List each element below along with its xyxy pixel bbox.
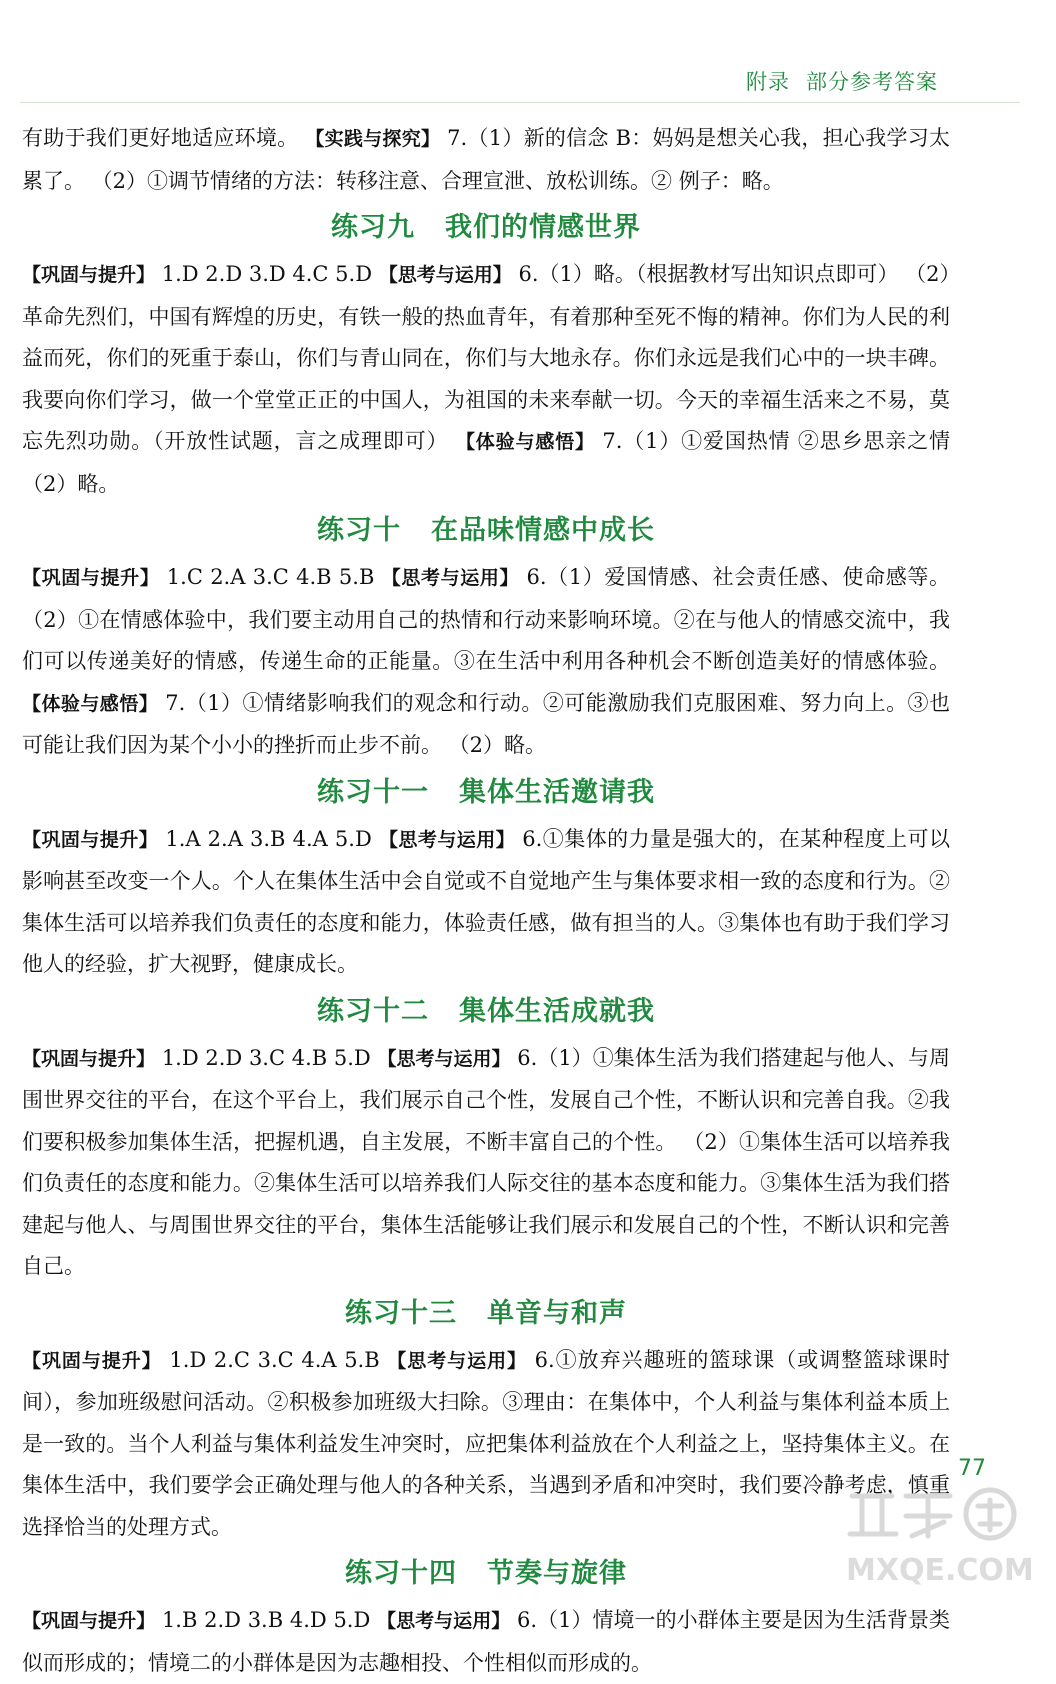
- exercise-title: 练习十 在品味情感中成长: [317, 515, 655, 546]
- exercise-title: 练习十三 单音与和声: [345, 1297, 627, 1329]
- section-tag: 【实践与探究】: [305, 128, 441, 150]
- exercise-answers: 【巩固与提升】 1.D 2.D 3.D 4.C 5.D 【思考与运用】 6.（1）略。（根据教材写出知识点即可） （2）革命先烈们，中国有辉煌的历史，有铁一般的热血青年，有着那种至死不悔的精神。你们为人民的利益而死，你们的死重于泰山，你们与青山同在，你们与大地永存。你们永远是我们心中的一块丰碑。我要向你们学习，做一个堂堂正正的中国人，为祖国的未来奉献一切。今天的幸福生活来之不易，莫忘先烈功勋。（开放性试题，言之成理即可） 【体验与感悟】 7.（1）①爱国热情 ②思乡思亲之情 （2）略。: [22, 262, 950, 496]
- exercise-answers: 【巩固与提升】 1.A 2.A 3.B 4.A 5.D 【思考与运用】 6.①集体的力量是强大的，在某种程度上可以影响甚至改变一个人。个人在集体生活中会自觉或不自觉地产生与集体要求相一致的态度和行为。②集体生活可以培养我们负责任的态度和能力，体验责任感，做有担当的人。③集体也有助于我们学习他人的经验，扩大视野，健康成长。: [22, 826, 950, 976]
- header-section: 附录: [746, 70, 790, 94]
- exercise-title: 练习十一 集体生活邀请我: [317, 776, 655, 808]
- exercise-title: 练习十二 集体生活成就我: [317, 995, 655, 1027]
- section-tag: 【巩固与提升】: [22, 828, 159, 851]
- exercise-answers: 【巩固与提升】 1.D 2.C 3.C 4.A 5.B 【思考与运用】 6.①放弃兴趣班的篮球课（或调整篮球课时间），参加班级慰问活动。②积极参加班级大扫除。③理由：在集体中，个人利益与集体利益本质上是一致的。当个人利益与集体利益发生冲突时，应把集体利益放在个人利益之上，坚持集体主义。在集体生活中，我们要学会正确处理与他人的各种关系，当遇到矛盾和冲突时，我们要冷静考虑，慎重选择恰当的处理方式。: [22, 1347, 950, 1539]
- header-divider: [20, 102, 1020, 103]
- header-title: 部分参考答案: [806, 70, 938, 94]
- exercise-answers: 【巩固与提升】 1.D 2.D 3.C 4.B 5.D 【思考与运用】 6.（1）①集体生活为我们搭建起与他人、与周围世界交往的平台，在这个平台上，我们展示自己个性，发展自己个性，不断认识和完善自我。②我们要积极参加集体生活，把握机遇，自主发展，不断丰富自己的个性。 （2）①集体生活可以培养我们负责任的态度和能力。②集体生活可以培养我们人际交往的基本态度和能力。③集体生活为我们搭建起与他人、与周围世界交往的平台，集体生活能够让我们展示和发展自己的个性，不断认识和完善自己。: [22, 1045, 950, 1278]
- section-tag: 【体验与感悟】: [455, 431, 595, 453]
- section-tag: 【思考与运用】: [387, 1349, 528, 1372]
- watermark-site: MXQE.COM: [846, 1553, 1034, 1588]
- section-tag: 【思考与运用】: [378, 828, 516, 851]
- section-tag: 【巩固与提升】: [22, 1349, 162, 1372]
- section-tag: 【巩固与提升】: [22, 1047, 156, 1070]
- section-tag: 【思考与运用】: [378, 264, 512, 286]
- exercise-answers: 【巩固与提升】 1.C 2.A 3.C 4.B 5.B 【思考与运用】 6.（1）爱国情感、社会责任感、使命感等。 （2）①在情感体验中，我们要主动用自己的热情和行动来影响环境。②在与他人的情感交流中，我们可以传递美好的情感，传递生命的正能量。③在生活中利用各种机会不断创造美好的情感体验。 【体验与感悟】 7.（1）①情绪影响我们的观念和行动。②可能激励我们克服困难、努力向上。③也可能让我们因为某个小小的挫折而止步不前。 （2）略。: [22, 565, 950, 757]
- answer-content: [22, 118, 950, 1684]
- answer-logo-icon: [842, 1484, 1042, 1594]
- section-tag: 【思考与运用】: [381, 567, 520, 589]
- section-tag: 【巩固与提升】: [22, 264, 156, 286]
- section-tag: 【思考与运用】: [377, 1047, 511, 1070]
- page-number: 77: [958, 1456, 986, 1481]
- exercise-title: 练习九 我们的情感世界: [331, 212, 641, 243]
- section-tag: 【巩固与提升】: [22, 567, 160, 589]
- section-tag: 【思考与运用】: [377, 1610, 511, 1632]
- section-tag: 【巩固与提升】: [22, 1610, 156, 1632]
- intro-paragraph: 有助于我们更好地适应环境。 【实践与探究】 7.（1）新的信念 B：妈妈是想关心我，担心我学习太累了。 （2）①调节情绪的方法：转移注意、合理宣泄、放松训练。② 例子：略。: [22, 126, 950, 193]
- section-tag: 【体验与感悟】: [22, 692, 159, 715]
- exercise-title: 练习十四 节奏与旋律: [345, 1558, 627, 1589]
- exercise-answers: 【巩固与提升】 1.B 2.D 3.B 4.D 5.D 【思考与运用】 6.（1）情境一的小群体主要是因为生活背景类似而形成的；情境二的小群体是因为志趣相投、个性相似而形成的。: [22, 1608, 950, 1675]
- running-header: [746, 66, 938, 96]
